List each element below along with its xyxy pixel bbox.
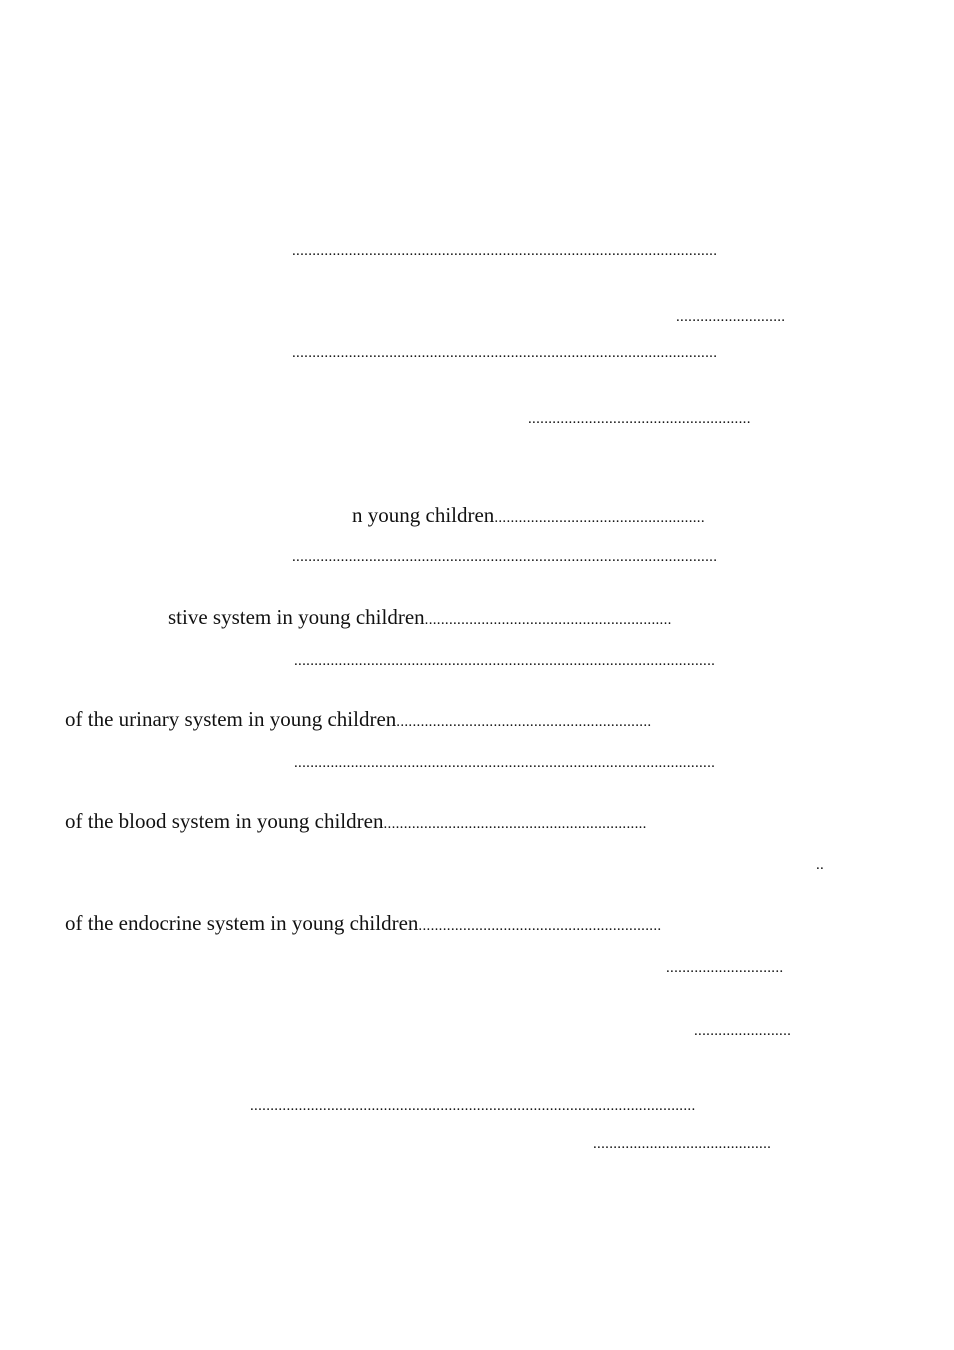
toc-entry [694,1016,791,1043]
toc-leader-dots: ............................................................. [424,612,672,628]
toc-leader-dots: ........................... [676,309,786,325]
toc-leader-dots: ......................................................................................................... [292,549,718,565]
toc-leader-dots: ........................................................................................................ [294,653,716,669]
toc-entry [292,542,717,569]
toc-leader-dots: ........................................................................................................ [294,755,716,771]
toc-entry [65,809,647,836]
toc-entry [292,236,717,263]
toc-entry [65,707,651,734]
toc-entry [816,850,824,877]
toc-entry [352,503,705,530]
toc-leader-dots: .. [816,857,825,873]
toc-leader-dots: ............................................ [593,1136,772,1152]
toc-entry-title: of the endocrine system in young children [65,911,419,935]
toc-entry-title: stive system in young children [168,605,425,629]
toc-leader-dots: ............................................................ [418,918,662,934]
toc-entry [593,1129,771,1156]
toc-entry [294,646,715,673]
toc-entry-title: n young children [352,503,495,527]
toc-entry [676,302,785,329]
toc-leader-dots: ......................................................................................................... [292,345,718,361]
toc-leader-dots: ............................. [666,960,784,976]
toc-leader-dots: ............................................................... [396,714,652,730]
toc-leader-dots: .................................................... [494,510,705,526]
toc-leader-dots: .............................................................................................................. [250,1098,696,1114]
toc-entry [65,911,661,938]
toc-leader-dots: ......................................................................................................... [292,243,718,259]
toc-entry [292,338,717,365]
toc-entry [666,953,783,980]
toc-leader-dots: ........................ [694,1023,792,1039]
toc-entry-title: of the urinary system in young children [65,707,397,731]
toc-entry-title: of the blood system in young children [65,809,384,833]
toc-leader-dots: ....................................................... [528,411,751,427]
toc-leader-dots: ................................................................. [383,816,647,832]
toc-entry [250,1091,696,1118]
toc-entry [528,404,751,431]
toc-entry [294,748,715,775]
toc-entry [168,605,672,632]
